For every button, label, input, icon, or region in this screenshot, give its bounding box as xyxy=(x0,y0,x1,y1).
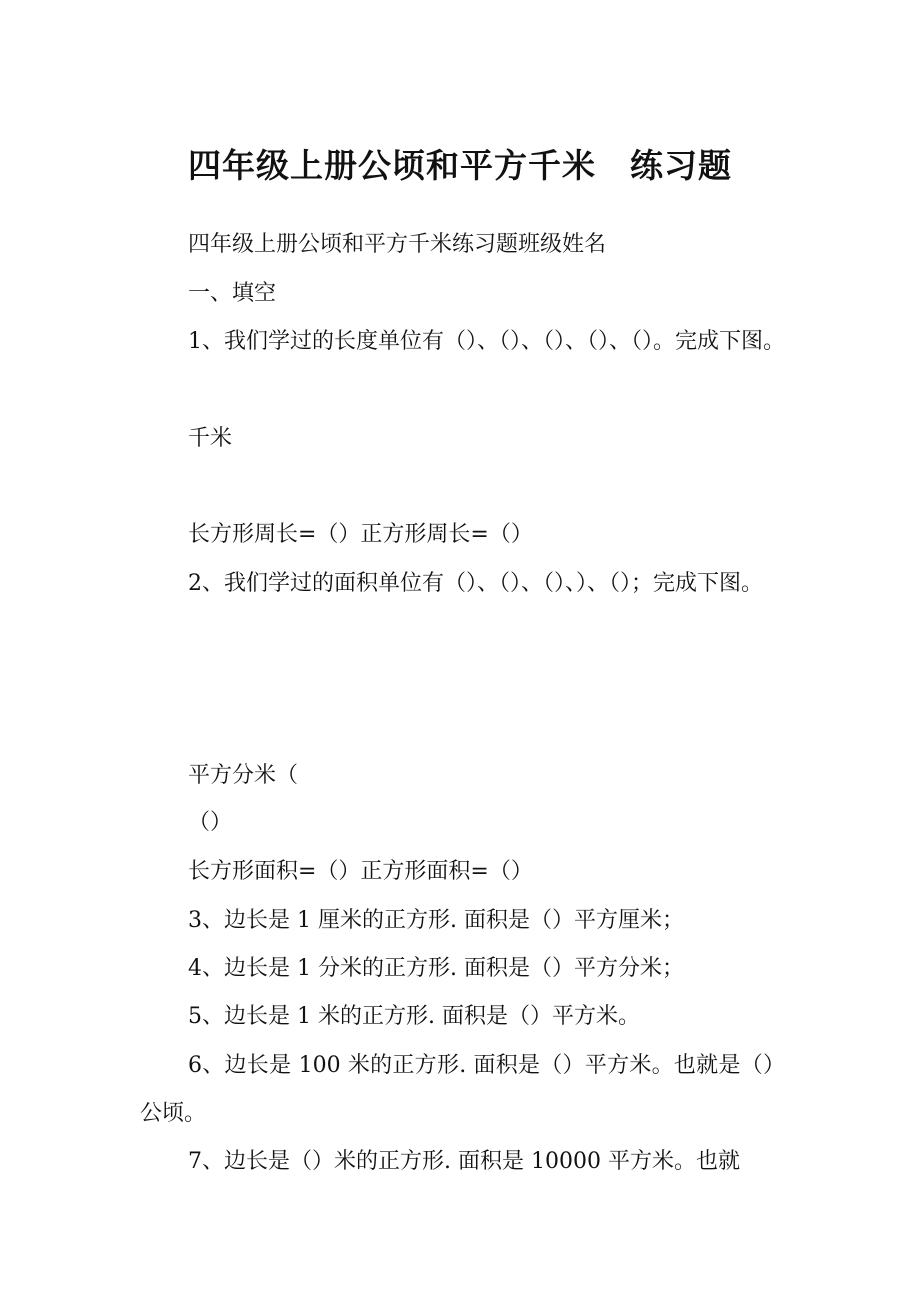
question-5: 5、边长是 1 米的正方形. 面积是（）平方米。 xyxy=(188,1004,640,1029)
title-suffix: 练习题 xyxy=(630,146,732,185)
question-2: 2、我们学过的面积单位有（）、（）、（）、）、（）；完成下图。 xyxy=(188,571,763,596)
question-3: 3、边长是 1 厘米的正方形. 面积是（）平方厘米； xyxy=(188,908,684,933)
question-1-label: 千米 xyxy=(188,426,233,451)
header-line: 四年级上册公顷和平方千米练习题班级姓名 xyxy=(188,232,607,257)
question-2-label: 平方分米（ xyxy=(188,763,299,788)
question-2-area: 长方形面积=（）正方形面积=（） xyxy=(188,859,533,884)
page-title xyxy=(0,140,920,192)
question-4: 4、边长是 1 分米的正方形. 面积是（）平方分米； xyxy=(188,956,684,981)
question-6: 6、边长是 100 米的正方形. 面积是（）平方米。也就是（）公顷。 xyxy=(140,1053,785,1126)
question-1: 1、我们学过的长度单位有（）、（）、（）、（）、（）。完成下图。 xyxy=(188,329,785,354)
question-1-perimeter: 长方形周长=（）正方形周长=（） xyxy=(188,522,533,547)
title-main: 四年级上册公顷和平方千米 xyxy=(188,146,596,185)
section-heading: 一、填空 xyxy=(188,281,277,306)
question-2-blank: （） xyxy=(188,810,233,835)
question-7: 7、边长是（）米的正方形. 面积是 10000 平方米。也就 xyxy=(188,1149,740,1174)
